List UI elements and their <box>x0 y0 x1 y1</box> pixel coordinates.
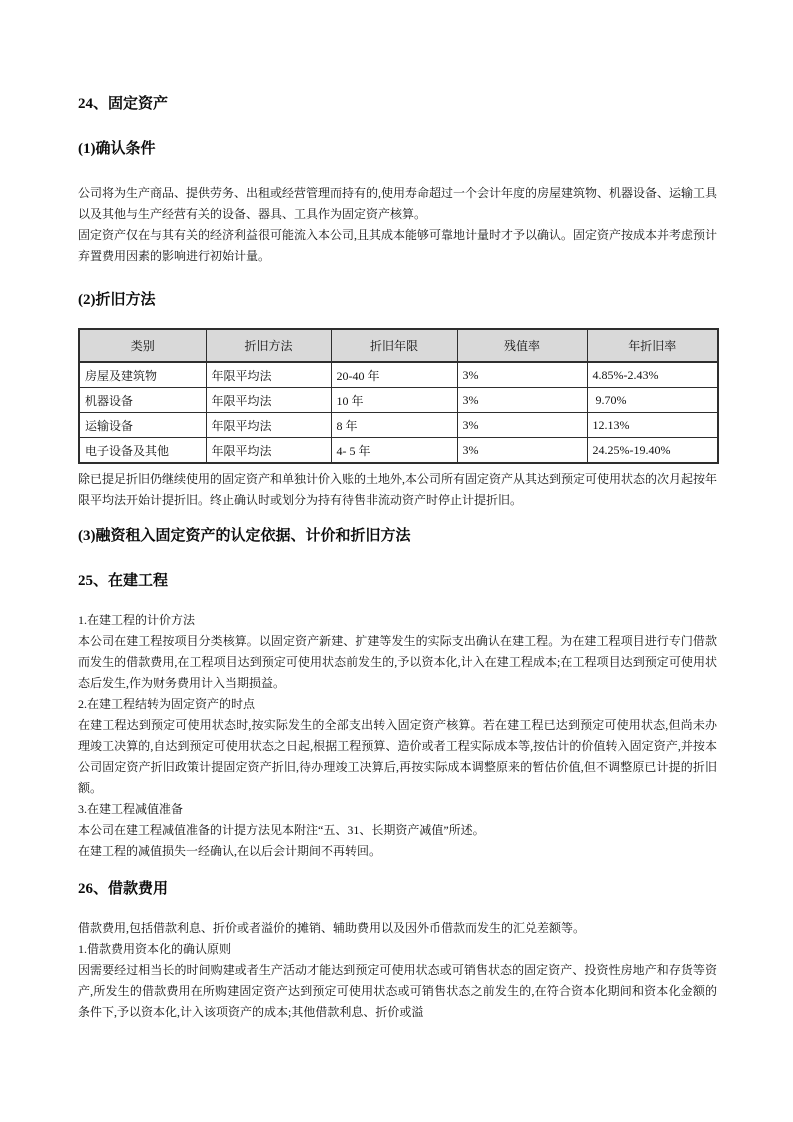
section-24-heading: 24、固定资产 <box>78 96 169 112</box>
table-cell: 年限平均法 <box>206 413 331 438</box>
table-cell: 8 年 <box>331 413 457 438</box>
depreciation-table <box>78 328 719 464</box>
table-cell: 4- 5 年 <box>331 438 457 464</box>
col-header-useful-life: 折旧年限 <box>331 329 457 362</box>
paragraph-capitalization-principle-title: 1.借款费用资本化的确认原则 <box>78 942 232 956</box>
paragraph-cip-impairment-title: 3.在建工程减值准备 <box>78 802 184 816</box>
paragraph-cip-impairment-method: 本公司在建工程减值准备的计提方法见本附注“五、31、长期资产减值”所述。 <box>78 823 485 837</box>
table-cell: 9.70% <box>587 388 718 413</box>
table-cell: 房屋及建筑物 <box>79 362 206 388</box>
table-cell: 12.13% <box>587 413 718 438</box>
table-cell: 4.85%-2.43% <box>587 362 718 388</box>
table-cell: 3% <box>457 438 587 464</box>
table-cell: 10 年 <box>331 388 457 413</box>
table-cell: 3% <box>457 413 587 438</box>
table-cell: 20-40 年 <box>331 362 457 388</box>
section-24-sub1-heading: (1)确认条件 <box>78 141 156 157</box>
table-cell: 电子设备及其他 <box>79 438 206 464</box>
col-header-residual-rate: 残值率 <box>457 329 587 362</box>
table-cell: 年限平均法 <box>206 438 331 464</box>
paragraph-fixed-asset-definition: 公司将为生产商品、提供劳务、出租或经营管理而持有的,使用寿命超过一个会计年度的房屋建筑物、机器设备、运输工具以及其他与生产经营有关的设备、器具、工具作为固定资产核算。 <box>78 186 718 221</box>
table-row <box>79 438 718 464</box>
table-cell: 3% <box>457 388 587 413</box>
paragraph-cip-impairment-reversal: 在建工程的减值损失一经确认,在以后会计期间不再转回。 <box>78 844 382 858</box>
paragraph-cip-transfer: 在建工程达到预定可使用状态时,按实际发生的全部支出转入固定资产核算。若在建工程已达到预定可使用状态,但尚未办理竣工决算的,自达到预定可使用状态之日起,根据工程预算、造价或者工程实际成本等,按估计的价值转入固定资产,并按本公司固定资产折旧政策计提固定资产折旧,待办理竣工决算后,再按实际成本调整原来的暂估价值,但不调整原已计提的折旧额。 <box>78 718 717 795</box>
table-row <box>79 388 718 413</box>
table-row <box>79 362 718 388</box>
page-content <box>78 95 717 1023</box>
table-cell: 3% <box>457 362 587 388</box>
paragraph-capitalization-principle: 因需要经过相当长的时间购建或者生产活动才能达到预定可使用状态或可销售状态的固定资产、投资性房地产和存货等资产,所发生的借款费用在所购建固定资产达到预定可使用状态或可销售状态之前发生的,在符合资本化期间和资本化金额的条件下,予以资本化,计入该项资产的成本;其他借款利息、折价或溢 <box>78 963 717 1019</box>
paragraph-cip-transfer-title: 2.在建工程结转为固定资产的时点 <box>78 697 256 711</box>
paragraph-borrowing-costs-intro: 借款费用,包括借款利息、折价或者溢价的摊销、辅助费用以及因外币借款而发生的汇兑差额等。 <box>78 921 586 935</box>
section-24-sub2-heading: (2)折旧方法 <box>78 292 156 308</box>
table-cell: 机器设备 <box>79 388 206 413</box>
paragraph-depreciation-note: 除已提足折旧仍继续使用的固定资产和单独计价入账的土地外,本公司所有固定资产从其达到预定可使用状态的次月起按年限平均法开始计提折旧。终止确认时或划分为持有待售非流动资产时停止计提折旧。 <box>78 472 718 507</box>
paragraph-cip-valuation-title: 1.在建工程的计价方法 <box>78 613 196 627</box>
col-header-method: 折旧方法 <box>206 329 331 362</box>
col-header-category: 类别 <box>79 329 206 362</box>
table-cell: 年限平均法 <box>206 362 331 388</box>
section-24-sub3-heading: (3)融资租入固定资产的认定依据、计价和折旧方法 <box>78 528 411 544</box>
section-25-heading: 25、在建工程 <box>78 573 169 589</box>
table-cell: 运输设备 <box>79 413 206 438</box>
table-cell: 年限平均法 <box>206 388 331 413</box>
paragraph-cip-valuation: 本公司在建工程按项目分类核算。以固定资产新建、扩建等发生的实际支出确认在建工程。为在建工程项目进行专门借款而发生的借款费用,在工程项目达到预定可使用状态前发生的,予以资本化,计入在建工程成本;在工程项目达到预定可使用状态后发生,作为财务费用计入当期损益。 <box>78 634 717 690</box>
col-header-annual-rate: 年折旧率 <box>587 329 718 362</box>
table-header-row <box>79 329 718 362</box>
table-row <box>79 413 718 438</box>
table-cell: 24.25%-19.40% <box>587 438 718 464</box>
paragraph-fixed-asset-recognition: 固定资产仅在与其有关的经济利益很可能流入本公司,且其成本能够可靠地计量时才予以确认。固定资产按成本并考虑预计弃置费用因素的影响进行初始计量。 <box>78 228 718 263</box>
section-26-heading: 26、借款费用 <box>78 881 169 897</box>
